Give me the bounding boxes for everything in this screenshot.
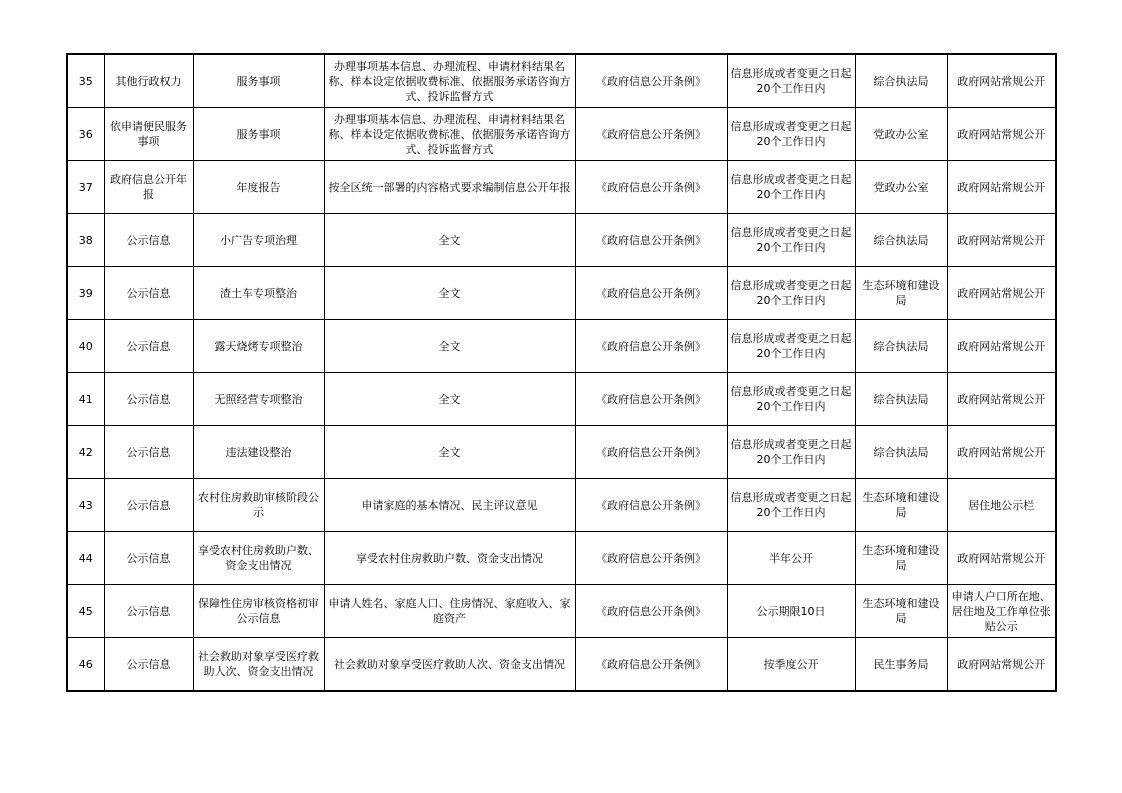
basis-cell: 《政府信息公开条例》 (575, 161, 727, 214)
department-cell: 民生事务局 (855, 638, 947, 692)
table-row (67, 54, 1056, 108)
row-number-cell: 44 (67, 532, 104, 585)
content-cell: 全文 (324, 320, 575, 373)
department-cell: 党政办公室 (855, 108, 947, 161)
category-cell: 公示信息 (104, 638, 193, 692)
row-number-cell: 36 (67, 108, 104, 161)
basis-cell: 《政府信息公开条例》 (575, 426, 727, 479)
category-cell: 依申请便民服务事项 (104, 108, 193, 161)
item-name-cell: 社会救助对象享受医疗救助人次、资金支出情况 (193, 638, 324, 692)
department-cell: 生态环境和建设局 (855, 479, 947, 532)
disclosure-method-cell: 政府网站常规公开 (947, 214, 1056, 267)
table-row (67, 320, 1056, 373)
item-name-cell: 服务事项 (193, 54, 324, 108)
disclosure-table (66, 53, 1057, 692)
content-cell: 申请家庭的基本情况、民主评议意见 (324, 479, 575, 532)
disclosure-method-cell: 政府网站常规公开 (947, 54, 1056, 108)
timing-cell: 信息形成或者变更之日起20个工作日内 (727, 54, 855, 108)
department-cell: 生态环境和建设局 (855, 267, 947, 320)
table-row (67, 161, 1056, 214)
timing-cell: 公示期限10日 (727, 585, 855, 638)
row-number-cell: 45 (67, 585, 104, 638)
table-body (67, 54, 1056, 691)
disclosure-method-cell: 政府网站常规公开 (947, 426, 1056, 479)
disclosure-method-cell: 政府网站常规公开 (947, 638, 1056, 692)
timing-cell: 信息形成或者变更之日起20个工作日内 (727, 267, 855, 320)
content-cell: 按全区统一部署的内容格式要求编制信息公开年报 (324, 161, 575, 214)
row-number-cell: 35 (67, 54, 104, 108)
content-cell: 全文 (324, 267, 575, 320)
content-cell: 全文 (324, 214, 575, 267)
basis-cell: 《政府信息公开条例》 (575, 479, 727, 532)
item-name-cell: 保障性住房审核资格初审公示信息 (193, 585, 324, 638)
basis-cell: 《政府信息公开条例》 (575, 585, 727, 638)
disclosure-method-cell: 政府网站常规公开 (947, 161, 1056, 214)
content-cell: 全文 (324, 373, 575, 426)
content-cell: 社会救助对象享受医疗救助人次、资金支出情况 (324, 638, 575, 692)
table-row (67, 108, 1056, 161)
department-cell: 综合执法局 (855, 373, 947, 426)
row-number-cell: 37 (67, 161, 104, 214)
table-row (67, 214, 1056, 267)
item-name-cell: 渣土车专项整治 (193, 267, 324, 320)
disclosure-method-cell: 政府网站常规公开 (947, 108, 1056, 161)
content-cell: 全文 (324, 426, 575, 479)
disclosure-method-cell: 政府网站常规公开 (947, 532, 1056, 585)
table-row (67, 479, 1056, 532)
row-number-cell: 38 (67, 214, 104, 267)
timing-cell: 按季度公开 (727, 638, 855, 692)
item-name-cell: 小广告专项治理 (193, 214, 324, 267)
category-cell: 公示信息 (104, 585, 193, 638)
timing-cell: 信息形成或者变更之日起20个工作日内 (727, 479, 855, 532)
item-name-cell: 违法建设整治 (193, 426, 324, 479)
disclosure-method-cell: 政府网站常规公开 (947, 320, 1056, 373)
item-name-cell: 露天烧烤专项整治 (193, 320, 324, 373)
item-name-cell: 享受农村住房救助户数、资金支出情况 (193, 532, 324, 585)
table-row (67, 532, 1056, 585)
row-number-cell: 39 (67, 267, 104, 320)
disclosure-method-cell: 申请人户口所在地、居住地及工作单位张贴公示 (947, 585, 1056, 638)
category-cell: 公示信息 (104, 373, 193, 426)
table-row (67, 426, 1056, 479)
department-cell: 生态环境和建设局 (855, 532, 947, 585)
category-cell: 公示信息 (104, 214, 193, 267)
category-cell: 政府信息公开年报 (104, 161, 193, 214)
content-cell: 享受农村住房救助户数、资金支出情况 (324, 532, 575, 585)
item-name-cell: 无照经营专项整治 (193, 373, 324, 426)
content-cell: 办理事项基本信息、办理流程、申请材料结果名称、样本设定依据收费标准、依据服务承诺咨询方式、投诉监督方式 (324, 54, 575, 108)
timing-cell: 信息形成或者变更之日起20个工作日内 (727, 108, 855, 161)
department-cell: 综合执法局 (855, 214, 947, 267)
department-cell: 综合执法局 (855, 54, 947, 108)
table-row (67, 267, 1056, 320)
category-cell: 公示信息 (104, 267, 193, 320)
category-cell: 公示信息 (104, 479, 193, 532)
department-cell: 党政办公室 (855, 161, 947, 214)
timing-cell: 信息形成或者变更之日起20个工作日内 (727, 426, 855, 479)
basis-cell: 《政府信息公开条例》 (575, 267, 727, 320)
table-row (67, 638, 1056, 692)
content-cell: 办理事项基本信息、办理流程、申请材料结果名称、样本设定依据收费标准、依据服务承诺咨询方式、投诉监督方式 (324, 108, 575, 161)
row-number-cell: 40 (67, 320, 104, 373)
row-number-cell: 42 (67, 426, 104, 479)
item-name-cell: 年度报告 (193, 161, 324, 214)
table-row (67, 585, 1056, 638)
row-number-cell: 43 (67, 479, 104, 532)
category-cell: 其他行政权力 (104, 54, 193, 108)
category-cell: 公示信息 (104, 426, 193, 479)
department-cell: 综合执法局 (855, 320, 947, 373)
item-name-cell: 服务事项 (193, 108, 324, 161)
timing-cell: 信息形成或者变更之日起20个工作日内 (727, 373, 855, 426)
basis-cell: 《政府信息公开条例》 (575, 108, 727, 161)
department-cell: 生态环境和建设局 (855, 585, 947, 638)
basis-cell: 《政府信息公开条例》 (575, 532, 727, 585)
basis-cell: 《政府信息公开条例》 (575, 54, 727, 108)
table-row (67, 373, 1056, 426)
basis-cell: 《政府信息公开条例》 (575, 320, 727, 373)
basis-cell: 《政府信息公开条例》 (575, 214, 727, 267)
item-name-cell: 农村住房救助审核阶段公示 (193, 479, 324, 532)
timing-cell: 信息形成或者变更之日起20个工作日内 (727, 161, 855, 214)
row-number-cell: 41 (67, 373, 104, 426)
disclosure-method-cell: 政府网站常规公开 (947, 373, 1056, 426)
category-cell: 公示信息 (104, 320, 193, 373)
basis-cell: 《政府信息公开条例》 (575, 373, 727, 426)
category-cell: 公示信息 (104, 532, 193, 585)
timing-cell: 信息形成或者变更之日起20个工作日内 (727, 320, 855, 373)
row-number-cell: 46 (67, 638, 104, 692)
timing-cell: 半年公开 (727, 532, 855, 585)
basis-cell: 《政府信息公开条例》 (575, 638, 727, 692)
content-cell: 申请人姓名、家庭人口、住房情况、家庭收入、家庭资产 (324, 585, 575, 638)
disclosure-method-cell: 居住地公示栏 (947, 479, 1056, 532)
timing-cell: 信息形成或者变更之日起20个工作日内 (727, 214, 855, 267)
department-cell: 综合执法局 (855, 426, 947, 479)
disclosure-method-cell: 政府网站常规公开 (947, 267, 1056, 320)
